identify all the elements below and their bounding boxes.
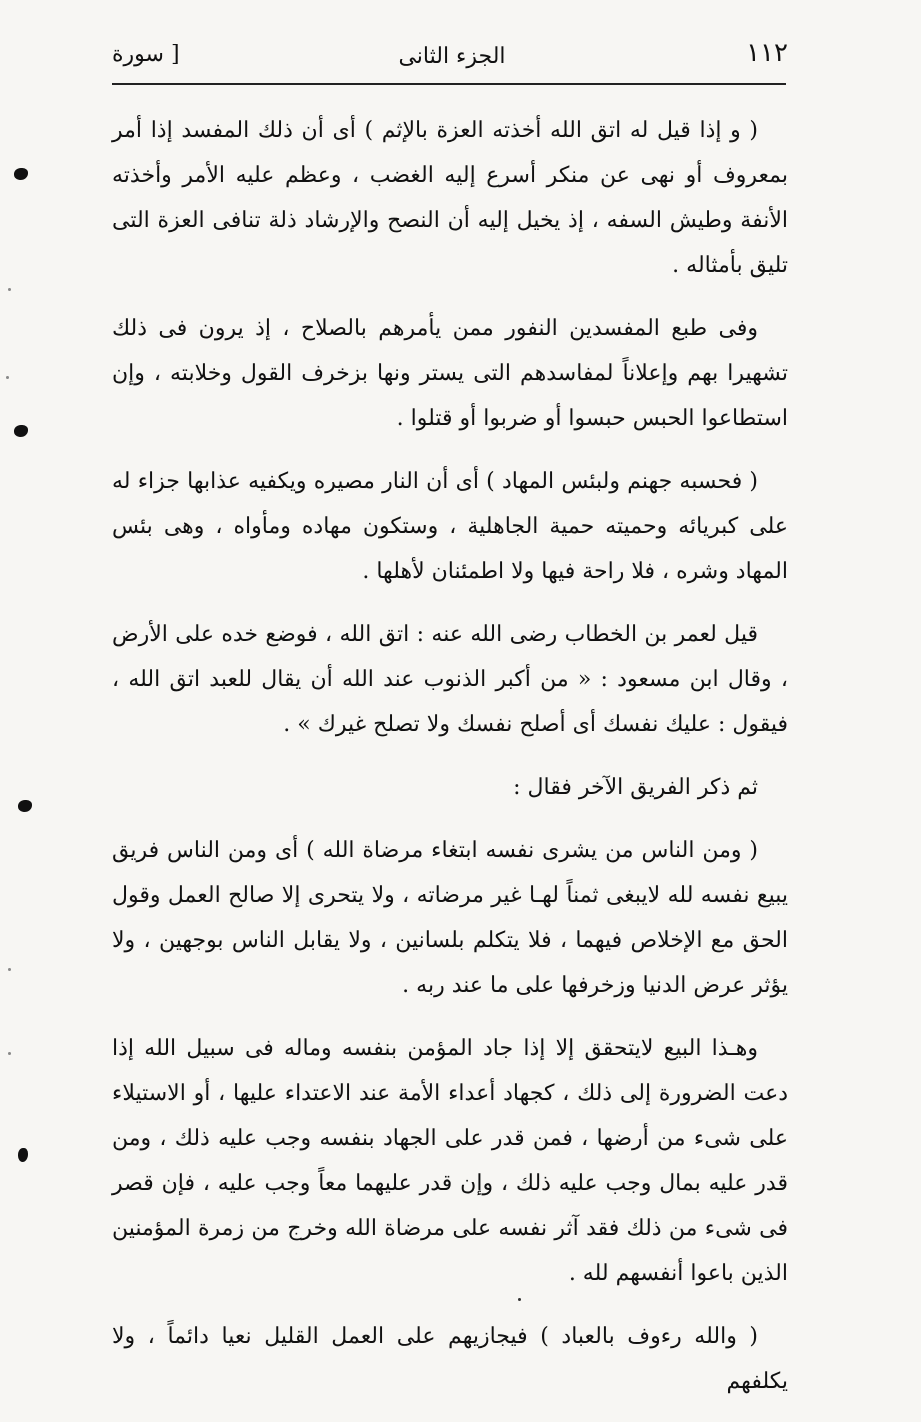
paragraph: ( ومن الناس من يشرى نفسه ابتغاء مرضاة الله ) أى ومن الناس فريق يبيع نفسه لله لايبغى ثمناً لهـا غير مرضاته ، ولا يتحرى إلا صالح العمل وقول الحق مع الإخلاص فيهما ، فلا يتكلم بلسانين ، ولا يقابل الناس بوجهين ، ولا يؤثر عرض الدنيا وزخرفها على ما عند ربه .	[112, 838, 788, 998]
page-header	[112, 36, 792, 82]
paragraph: ( و إذا قيل له اتق الله أخذته العزة بالإثم ) أى أن ذلك المفسد إذا أمر بمعروف أو نهى عن منكر أسرع إليه الغضب ، وعظم عليه الأمر وأخذته الأنفة وطيش السفه ، إذ يخيل إليه أن النصح والإرشاد ذلة تنافى العزة التى تليق بأمثاله .	[112, 118, 788, 278]
margin-ink-blot	[14, 168, 28, 180]
header-rule	[112, 83, 786, 85]
paragraph: ( فحسبه جهنم ولبئس المهاد ) أى أن النار مصيره ويكفيه عذابها جزاء له على كبريائه وحميته حمية الجاهلية ، وستكون مهاده ومأواه ، وهى بئس المهاد وشره ، فلا راحة فيها ولا اطمئنان لأهلها .	[112, 469, 788, 584]
body-text	[112, 108, 788, 1422]
margin-ink-blot	[18, 800, 32, 812]
surah-label: [ سورة	[112, 42, 180, 67]
part-title: الجزء الثانى	[398, 44, 506, 69]
margin-ink-blot	[18, 1148, 28, 1162]
margin-speck	[8, 288, 11, 291]
margin-speck	[6, 376, 9, 379]
margin-speck	[8, 968, 11, 971]
paragraph: وفى طبع المفسدين النفور ممن يأمرهم بالصلاح ، إذ يرون فى ذلك تشهيرا بهم وإعلاناً لمفاسدهم التى يستر ونها بزخرف القول وخلابته ، وإن استطاعوا الحبس حبسوا أو ضربوا أو قتلوا .	[112, 316, 788, 431]
paragraph: ثم ذكر الفريق الآخر فقال :	[513, 775, 758, 800]
margin-speck	[8, 1052, 11, 1055]
paragraph: ( والله رءوف بالعباد ) فيجازيهم على العمل القليل نعيا دائماً ، ولا يكلفهم	[112, 1324, 788, 1394]
page-number: ١١٢	[746, 38, 788, 68]
paragraph: قيل لعمر بن الخطاب رضى الله عنه : اتق الله ، فوضع خده على الأرض ، وقال ابن مسعود : « من أكبر الذنوب عند الله أن يقال للعبد اتق الله ، فيقول : عليك نفسك أى أصلح نفسك ولا تصلح غيرك » .	[112, 622, 788, 737]
page-speck	[518, 1298, 521, 1301]
paragraph: وهـذا البيع لايتحقق إلا إذا جاد المؤمن بنفسه وماله فى سبيل الله إذا دعت الضرورة إلى ذلك ، كجهاد أعداء الأمة عند الاعتداء عليها ، أو الاستيلاء على شىء من أرضها ، فمن قدر على الجهاد بنفسه وجب عليه ذلك ، ومن قدر عليه بمال وجب عليه ذلك ، وإن قدر عليهما معاً وجب عليه ، فإن قصر فى شىء من ذلك فقد آثر نفسه على مرضاة الله وخرج من زمرة المؤمنين الذين باعوا أنفسهم لله .	[112, 1036, 788, 1286]
margin-ink-blot	[14, 425, 28, 437]
